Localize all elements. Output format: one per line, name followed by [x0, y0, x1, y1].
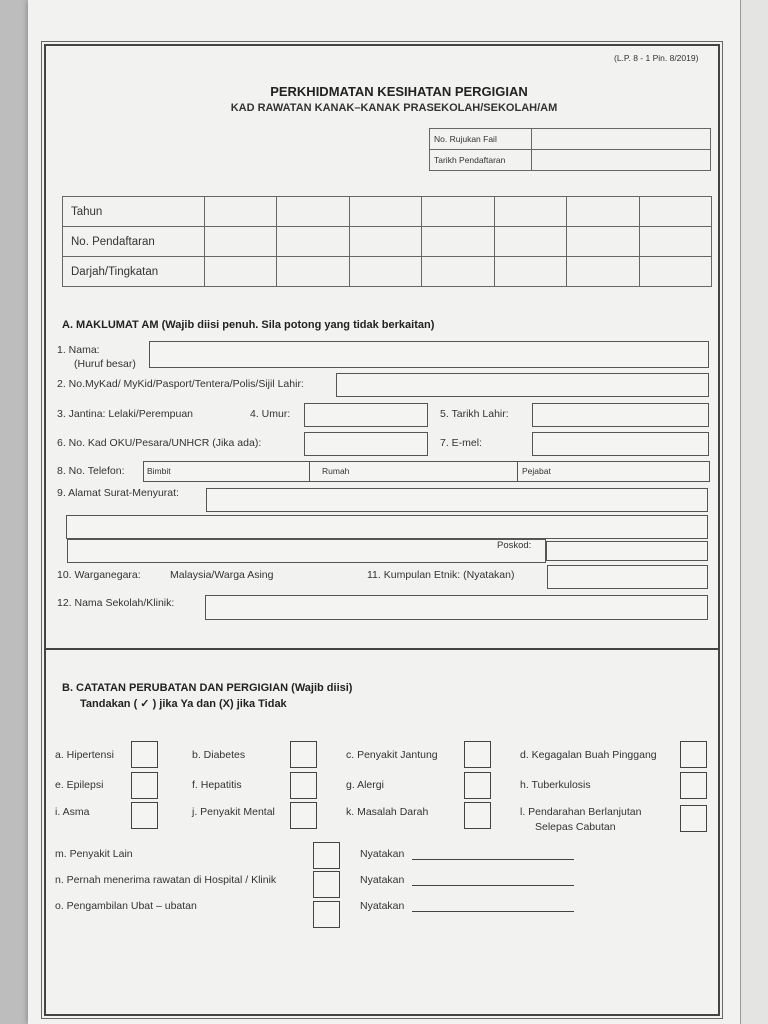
- bimbit-field[interactable]: [144, 462, 309, 481]
- penyakit-lain-label: m. Penyakit Lain: [55, 848, 133, 860]
- alergi-label: g. Alergi: [346, 779, 384, 791]
- hipertensi-label: a. Hipertensi: [55, 749, 114, 761]
- no-pendaftaran-label: No. Pendaftaran: [63, 227, 205, 257]
- asma-label: i. Asma: [55, 806, 90, 818]
- pendarahan-checkbox[interactable]: [680, 805, 707, 832]
- penyakit-mental-label: j. Penyakit Mental: [192, 806, 275, 818]
- grid-cell[interactable]: [277, 227, 349, 257]
- etnik-label: 11. Kumpulan Etnik: (Nyatakan): [367, 569, 515, 581]
- tarikh-lahir-label: 5. Tarikh Lahir:: [440, 408, 509, 420]
- grid-cell[interactable]: [494, 227, 566, 257]
- poskod-field[interactable]: [546, 541, 708, 561]
- form-subtitle: KAD RAWATAN KANAK–KANAK PRASEKOLAH/SEKOLAH/AM: [230, 102, 558, 114]
- alamat-field-line3[interactable]: [67, 539, 546, 563]
- grid-cell[interactable]: [422, 257, 494, 287]
- epilepsi-checkbox[interactable]: [131, 772, 158, 799]
- bimbit-label: Bimbit: [147, 466, 171, 476]
- pengambilan-ubat-nyatakan-label: Nyatakan: [360, 900, 405, 912]
- grid-cell[interactable]: [277, 197, 349, 227]
- grid-cell[interactable]: [639, 257, 711, 287]
- grid-cell[interactable]: [349, 197, 421, 227]
- mykad-field[interactable]: [336, 373, 709, 397]
- pengambilan-ubat-label: o. Pengambilan Ubat – ubatan: [55, 900, 197, 912]
- diabetes-label: b. Diabetes: [192, 749, 246, 761]
- nama-label: 1. Nama:: [57, 344, 100, 356]
- grid-cell[interactable]: [567, 197, 639, 227]
- mykad-label: 2. No.MyKad/ MyKid/Pasport/Tentera/Polis/Sijil Lahir:: [57, 378, 304, 390]
- penyakit-lain-nyatakan-label: Nyatakan: [360, 848, 405, 860]
- poskod-label: Poskod:: [497, 540, 532, 551]
- asma-checkbox[interactable]: [131, 802, 158, 829]
- masalah-darah-checkbox[interactable]: [464, 802, 491, 829]
- hepatitis-checkbox[interactable]: [290, 772, 317, 799]
- rumah-field[interactable]: [310, 462, 517, 481]
- year-grid-row: [63, 197, 712, 227]
- epilepsi-label: e. Epilepsi: [55, 779, 104, 791]
- etnik-field[interactable]: [547, 565, 708, 589]
- grid-cell[interactable]: [205, 197, 277, 227]
- year-grid-row: [63, 227, 712, 257]
- oku-label: 6. No. Kad OKU/Pesara/UNHCR (Jika ada):: [57, 437, 262, 449]
- form-title: PERKHIDMATAN KESIHATAN PERGIGIAN: [270, 84, 528, 99]
- kegagalan-buah-pinggang-checkbox[interactable]: [680, 741, 707, 768]
- grid-cell[interactable]: [277, 257, 349, 287]
- rujukan-fail-label: No. Rujukan Fail: [430, 129, 532, 150]
- pejabat-field[interactable]: [518, 462, 709, 481]
- next-page-edge: [740, 0, 768, 1024]
- section-a-heading: A. MAKLUMAT AM (Wajib diisi penuh. Sila potong yang tidak berkaitan): [62, 319, 435, 331]
- penyakit-lain-nyatakan-field[interactable]: [412, 859, 574, 860]
- penyakit-jantung-label: c. Penyakit Jantung: [346, 749, 438, 761]
- form-ref-code: (L.P. 8 - 1 Pin. 8/2019): [614, 53, 699, 63]
- pejabat-label: Pejabat: [522, 466, 551, 476]
- penyakit-mental-checkbox[interactable]: [290, 802, 317, 829]
- tahun-label: Tahun: [63, 197, 205, 227]
- grid-cell[interactable]: [567, 257, 639, 287]
- year-grid-table: [62, 196, 712, 287]
- masalah-darah-label: k. Masalah Darah: [346, 806, 429, 818]
- hepatitis-label: f. Hepatitis: [192, 779, 242, 791]
- sekolah-field[interactable]: [205, 595, 708, 620]
- year-grid-row: [63, 257, 712, 287]
- sekolah-label: 12. Nama Sekolah/Klinik:: [57, 597, 175, 609]
- grid-cell[interactable]: [349, 227, 421, 257]
- alamat-field-line2[interactable]: [66, 515, 708, 539]
- pengambilan-ubat-checkbox[interactable]: [313, 901, 340, 928]
- tarikh-lahir-field[interactable]: [532, 403, 709, 427]
- grid-cell[interactable]: [494, 197, 566, 227]
- alergi-checkbox[interactable]: [464, 772, 491, 799]
- grid-cell[interactable]: [349, 257, 421, 287]
- section-divider: [44, 648, 720, 650]
- grid-cell[interactable]: [639, 227, 711, 257]
- alamat-field-line1[interactable]: [206, 488, 708, 512]
- umur-field[interactable]: [304, 403, 428, 427]
- alamat-label: 9. Alamat Surat-Menyurat:: [57, 487, 179, 499]
- warganegara-label: 10. Warganegara:: [57, 569, 141, 581]
- tuberkulosis-label: h. Tuberkulosis: [520, 779, 591, 791]
- rujukan-fail-field[interactable]: [532, 129, 711, 150]
- emel-field[interactable]: [532, 432, 709, 456]
- hipertensi-checkbox[interactable]: [131, 741, 158, 768]
- umur-label: 4. Umur:: [250, 408, 291, 420]
- penyakit-lain-checkbox[interactable]: [313, 842, 340, 869]
- tarikh-pendaftaran-field[interactable]: [532, 150, 711, 171]
- jantina-label: 3. Jantina: Lelaki/Perempuan: [57, 408, 194, 420]
- diabetes-checkbox[interactable]: [290, 741, 317, 768]
- tuberkulosis-checkbox[interactable]: [680, 772, 707, 799]
- section-b-instruction: Tandakan ( ✓ ) jika Ya dan (X) jika Tidak: [80, 698, 287, 710]
- oku-field[interactable]: [304, 432, 428, 456]
- nama-field[interactable]: [149, 341, 709, 368]
- warganegara-options[interactable]: Malaysia/Warga Asing: [170, 569, 274, 581]
- emel-label: 7. E-mel:: [440, 437, 483, 449]
- telefon-label: 8. No. Telefon:: [57, 465, 125, 477]
- file-ref-table: [429, 128, 711, 171]
- section-b-heading: B. CATATAN PERUBATAN DAN PERGIGIAN (Wajib diisi): [62, 682, 353, 694]
- rawatan-hospital-checkbox[interactable]: [313, 871, 340, 898]
- grid-cell[interactable]: [639, 197, 711, 227]
- grid-cell[interactable]: [494, 257, 566, 287]
- pendarahan-label: l. Pendarahan Berlanjutan: [520, 806, 642, 818]
- rawatan-hospital-nyatakan-field[interactable]: [412, 885, 574, 886]
- darjah-tingkatan-label: Darjah/Tingkatan: [63, 257, 205, 287]
- tarikh-pendaftaran-label: Tarikh Pendaftaran: [430, 150, 532, 171]
- grid-cell[interactable]: [567, 227, 639, 257]
- nama-hint: (Huruf besar): [74, 358, 136, 370]
- grid-cell[interactable]: [205, 257, 277, 287]
- grid-cell[interactable]: [422, 197, 494, 227]
- penyakit-jantung-checkbox[interactable]: [464, 741, 491, 768]
- pengambilan-ubat-nyatakan-field[interactable]: [412, 911, 574, 912]
- grid-cell[interactable]: [205, 227, 277, 257]
- rawatan-hospital-label: n. Pernah menerima rawatan di Hospital / Klinik: [55, 874, 277, 886]
- grid-cell[interactable]: [422, 227, 494, 257]
- rumah-label: Rumah: [322, 466, 350, 476]
- pendarahan-label-line2: Selepas Cabutan: [535, 821, 616, 833]
- kegagalan-buah-pinggang-label: d. Kegagalan Buah Pinggang: [520, 749, 657, 761]
- rawatan-hospital-nyatakan-label: Nyatakan: [360, 874, 405, 886]
